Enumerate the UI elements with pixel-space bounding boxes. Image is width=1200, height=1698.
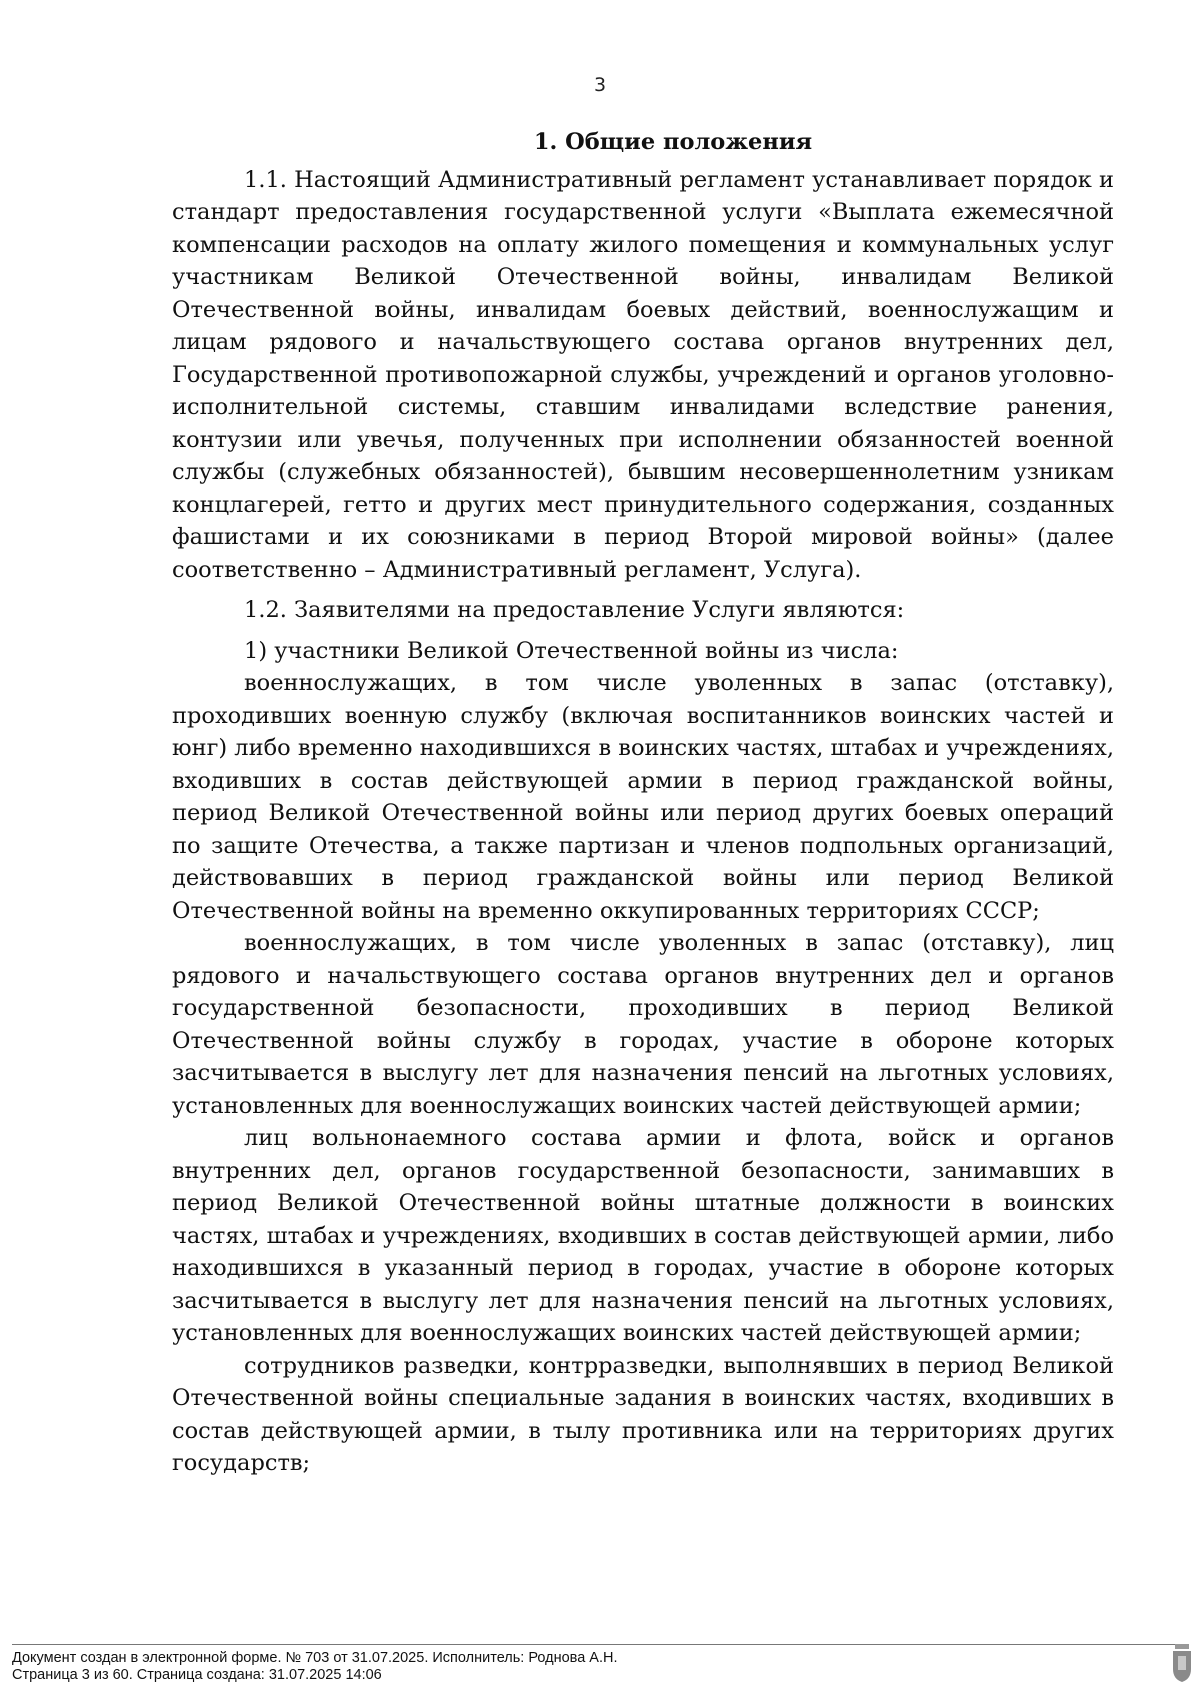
list-item-1: 1) участники Великой Отечественной войны из числа: — [244, 637, 899, 664]
paragraph-1-2: 1.2. Заявителями на предоставление Услуги являются: — [244, 597, 905, 623]
paragraph-servicemen: военнослужащих, в том числе уволенных в запас (отставку), проходивших военную службу (включая воспитанников воинских частей и юнг) либо временно находившихся в воинских частях, штабах и учреждениях, входивших в состав действующей армии в период гражданской войны, период Великой Отечественной войны или период других боевых операций по защите Отечества, а также партизан и членов подпольных организаций, действовавших в период гражданской войны или период Великой Отечественной войны на временно оккупированных территориях СССР; — [172, 670, 1114, 924]
paragraph-servicemen-cities: военнослужащих, в том числе уволенных в запас (отставку), лиц рядового и начальствующего состава органов внутренних дел и органов государственной безопасности, проходивших в период Великой Отечественной войны службу в городах, участие в обороне которых засчитывается в выслугу лет для назначения пенсий на льготных условиях, установленных для военнослужащих воинских частей действующей армии; — [172, 930, 1114, 1119]
footer-divider — [12, 1644, 1188, 1645]
paragraph-1-1: 1.1. Настоящий Административный регламент устанавливает порядок и стандарт предоставления государственной услуги «Выплата ежемесячной компенсации расходов на оплату жилого помещения и коммунальных услуг участникам Великой Отечественной войны, инвалидам Великой Отечественной войны, инвалидам боевых действий, военнослужащим и лицам рядового и начальствующего состава органов внутренних дел, Государственной противопожарной службы, учреждений и органов уголовно-исполнительной системы, ставшим инвалидами вследствие ранения, контузии или увечья, полученных при исполнении обязанностей военной службы (служебных обязанностей), бывшим несовершеннолетним узникам концлагерей, гетто и других мест принудительного содержания, созданных фашистами и их союзниками в период Второй мировой войны» (далее соответственно – Административный регламент, Услуга). — [172, 166, 1114, 583]
page-number: 3 — [593, 74, 607, 96]
coat-of-arms-icon — [1170, 1643, 1194, 1683]
footer-line-2: Страница 3 из 60. Страница создана: 31.07.2025 14:06 — [12, 1667, 382, 1683]
paragraph-civilian-staff: лиц вольнонаемного состава армии и флота, войск и органов внутренних дел, органов государственной безопасности, занимавших в период Великой Отечественной войны штатные должности в воинских частях, штабах и учреждениях, входивших в состав действующей армии, либо находившихся в указанный период в городах, участие в обороне которых засчитывается в выслугу лет для назначения пенсий на льготных условиях, установленных для военнослужащих воинских частей действующей армии; — [172, 1125, 1114, 1346]
document-body — [172, 126, 1114, 1480]
footer-line-1: Документ создан в электронной форме. № 703 от 31.07.2025. Исполнитель: Роднова А.Н. — [12, 1650, 618, 1666]
paragraph-intelligence: сотрудников разведки, контрразведки, выполнявших в период Великой Отечественной войны специальные задания в воинских частях, входивших в состав действующей армии, в тылу противника или на территориях других государств; — [172, 1352, 1114, 1476]
footer — [12, 1650, 1112, 1684]
section-heading: 1. Общие положения — [533, 129, 813, 155]
